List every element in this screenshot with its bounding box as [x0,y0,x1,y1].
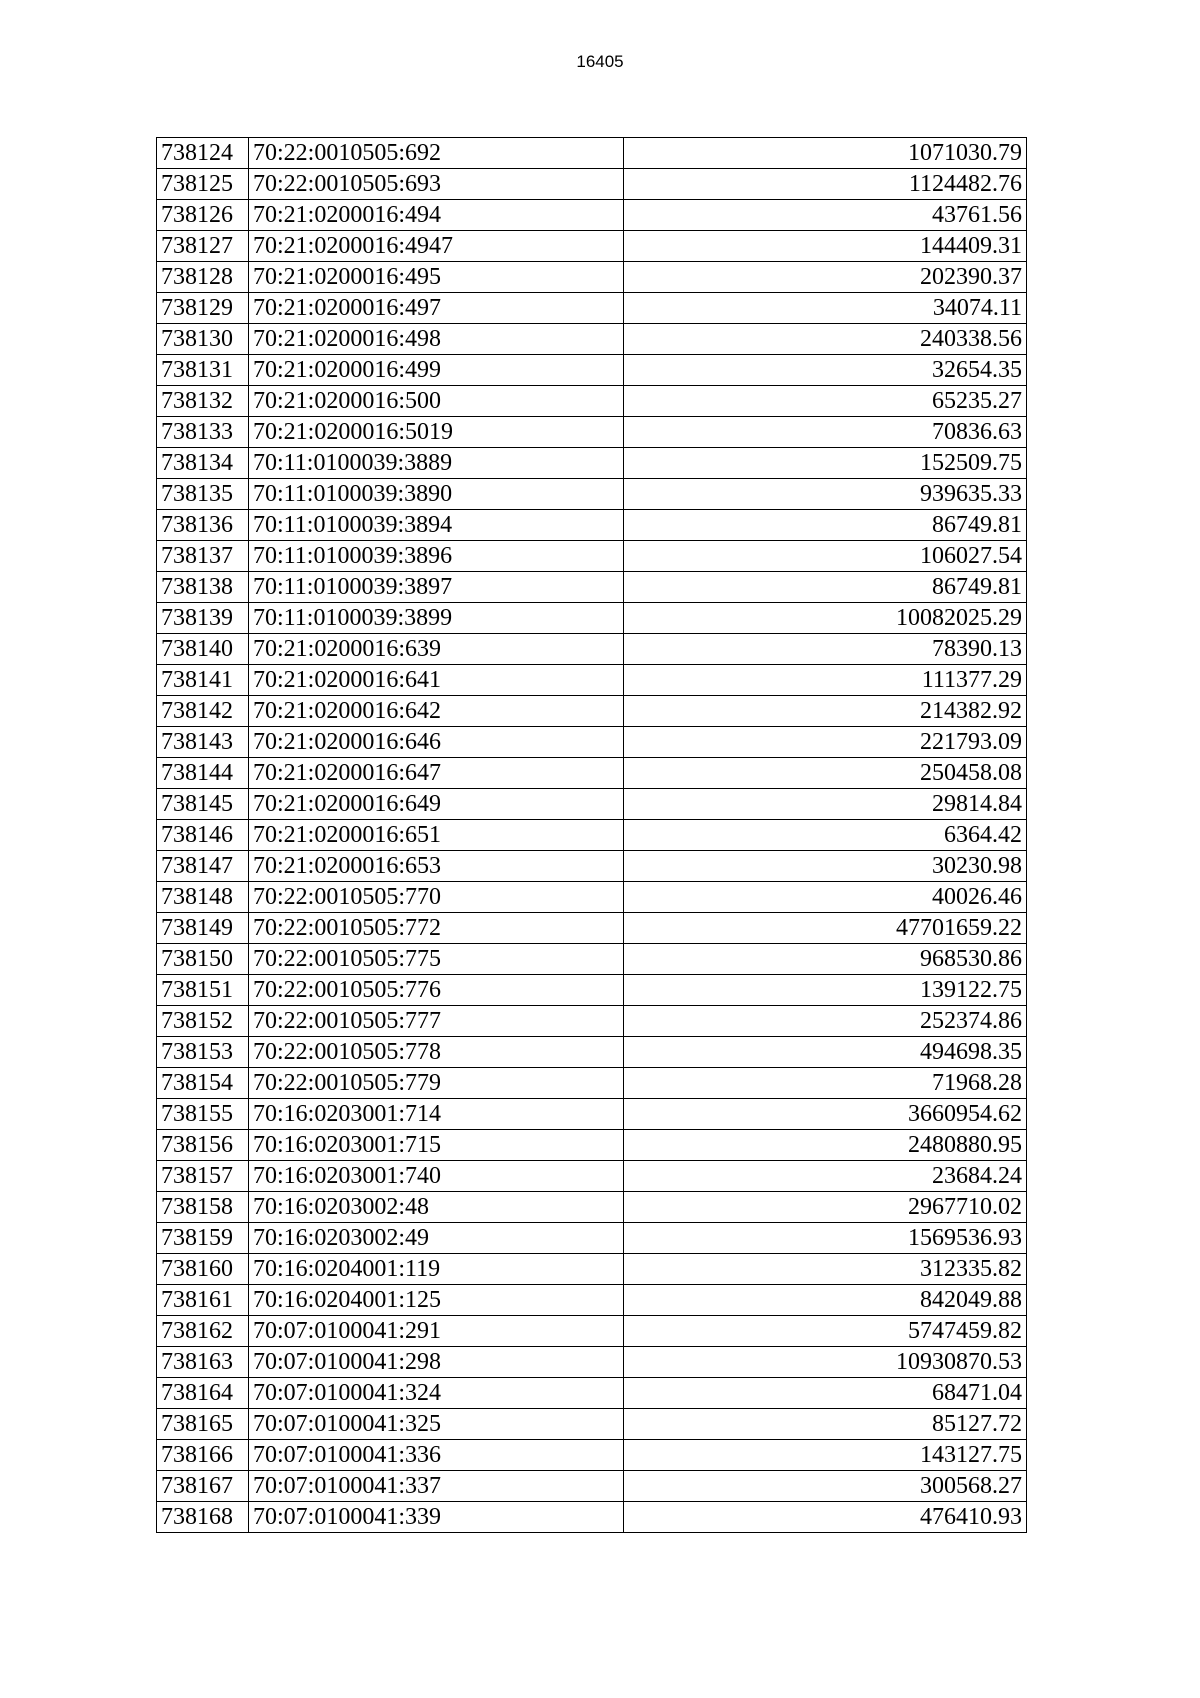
row-number-cell: 738129 [157,293,249,324]
table-row [157,1316,1027,1347]
row-number-cell: 738145 [157,789,249,820]
row-number-cell: 738148 [157,882,249,913]
row-number-cell: 738150 [157,944,249,975]
row-number-cell: 738167 [157,1471,249,1502]
row-number-cell: 738135 [157,479,249,510]
cadastral-value-cell: 152509.75 [624,448,1027,479]
row-number-cell: 738157 [157,1161,249,1192]
table-row [157,1409,1027,1440]
table-row [157,1440,1027,1471]
cadastral-value-cell: 252374.86 [624,1006,1027,1037]
cadastral-number-cell: 70:21:0200016:4947 [249,231,624,262]
table-row [157,1099,1027,1130]
row-number-cell: 738126 [157,200,249,231]
cadastral-number-cell: 70:11:0100039:3897 [249,572,624,603]
row-number-cell: 738125 [157,169,249,200]
cadastral-number-cell: 70:11:0100039:3896 [249,541,624,572]
cadastral-number-cell: 70:22:0010505:777 [249,1006,624,1037]
row-number-cell: 738140 [157,634,249,665]
table-row [157,1285,1027,1316]
table-row [157,572,1027,603]
cadastral-number-cell: 70:21:0200016:646 [249,727,624,758]
table-row [157,727,1027,758]
table-row [157,386,1027,417]
table-row [157,231,1027,262]
row-number-cell: 738146 [157,820,249,851]
cadastral-value-cell: 202390.37 [624,262,1027,293]
cadastral-number-cell: 70:22:0010505:775 [249,944,624,975]
cadastral-value-cell: 111377.29 [624,665,1027,696]
cadastral-number-cell: 70:07:0100041:336 [249,1440,624,1471]
cadastral-value-cell: 43761.56 [624,200,1027,231]
row-number-cell: 738124 [157,138,249,169]
table-row [157,882,1027,913]
cadastral-number-cell: 70:07:0100041:298 [249,1347,624,1378]
table-row [157,541,1027,572]
cadastral-value-cell: 476410.93 [624,1502,1027,1533]
row-number-cell: 738153 [157,1037,249,1068]
cadastral-value-cell: 34074.11 [624,293,1027,324]
cadastral-value-cell: 842049.88 [624,1285,1027,1316]
cadastral-number-cell: 70:16:0203001:740 [249,1161,624,1192]
row-number-cell: 738154 [157,1068,249,1099]
cadastral-number-cell: 70:22:0010505:692 [249,138,624,169]
cadastral-number-cell: 70:21:0200016:497 [249,293,624,324]
cadastral-number-cell: 70:21:0200016:498 [249,324,624,355]
table-row [157,355,1027,386]
cadastral-value-cell: 1071030.79 [624,138,1027,169]
cadastral-number-cell: 70:21:0200016:495 [249,262,624,293]
row-number-cell: 738141 [157,665,249,696]
cadastral-number-cell: 70:07:0100041:325 [249,1409,624,1440]
cadastral-value-cell: 30230.98 [624,851,1027,882]
table-row [157,479,1027,510]
row-number-cell: 738161 [157,1285,249,1316]
cadastral-number-cell: 70:22:0010505:693 [249,169,624,200]
row-number-cell: 738143 [157,727,249,758]
table-row [157,262,1027,293]
cadastral-value-cell: 70836.63 [624,417,1027,448]
cadastral-number-cell: 70:21:0200016:494 [249,200,624,231]
cadastral-value-cell: 5747459.82 [624,1316,1027,1347]
row-number-cell: 738151 [157,975,249,1006]
table-row [157,1161,1027,1192]
cadastral-value-cell: 494698.35 [624,1037,1027,1068]
cadastral-number-cell: 70:22:0010505:778 [249,1037,624,1068]
row-number-cell: 738136 [157,510,249,541]
cadastral-number-cell: 70:16:0204001:125 [249,1285,624,1316]
table-row [157,293,1027,324]
cadastral-value-cell: 1569536.93 [624,1223,1027,1254]
row-number-cell: 738159 [157,1223,249,1254]
table-row [157,510,1027,541]
cadastral-value-cell: 86749.81 [624,510,1027,541]
cadastral-number-cell: 70:11:0100039:3889 [249,448,624,479]
row-number-cell: 738166 [157,1440,249,1471]
cadastral-number-cell: 70:16:0203001:715 [249,1130,624,1161]
row-number-cell: 738131 [157,355,249,386]
table-row [157,1192,1027,1223]
row-number-cell: 738147 [157,851,249,882]
table-row [157,975,1027,1006]
row-number-cell: 738164 [157,1378,249,1409]
row-number-cell: 738128 [157,262,249,293]
table-row [157,1130,1027,1161]
row-number-cell: 738152 [157,1006,249,1037]
cadastral-number-cell: 70:07:0100041:324 [249,1378,624,1409]
cadastral-number-cell: 70:07:0100041:291 [249,1316,624,1347]
cadastral-value-cell: 86749.81 [624,572,1027,603]
table-row [157,324,1027,355]
row-number-cell: 738132 [157,386,249,417]
row-number-cell: 738149 [157,913,249,944]
cadastral-value-cell: 939635.33 [624,479,1027,510]
table-row [157,789,1027,820]
cadastral-number-cell: 70:22:0010505:772 [249,913,624,944]
table-row [157,913,1027,944]
cadastral-number-cell: 70:21:0200016:5019 [249,417,624,448]
table-row [157,138,1027,169]
cadastral-value-cell: 29814.84 [624,789,1027,820]
cadastral-number-cell: 70:21:0200016:641 [249,665,624,696]
row-number-cell: 738168 [157,1502,249,1533]
cadastral-number-cell: 70:21:0200016:642 [249,696,624,727]
row-number-cell: 738156 [157,1130,249,1161]
cadastral-value-cell: 240338.56 [624,324,1027,355]
table-row [157,820,1027,851]
cadastral-number-cell: 70:16:0203002:48 [249,1192,624,1223]
cadastral-number-cell: 70:22:0010505:776 [249,975,624,1006]
table-row [157,1502,1027,1533]
cadastral-value-cell: 47701659.22 [624,913,1027,944]
cadastral-number-cell: 70:11:0100039:3899 [249,603,624,634]
cadastral-value-cell: 144409.31 [624,231,1027,262]
table-row [157,1378,1027,1409]
cadastral-value-cell: 143127.75 [624,1440,1027,1471]
row-number-cell: 738133 [157,417,249,448]
cadastral-number-cell: 70:16:0204001:119 [249,1254,624,1285]
row-number-cell: 738158 [157,1192,249,1223]
cadastral-number-cell: 70:16:0203001:714 [249,1099,624,1130]
cadastral-number-cell: 70:21:0200016:653 [249,851,624,882]
cadastral-value-table [156,137,1027,1533]
row-number-cell: 738160 [157,1254,249,1285]
table-row [157,1223,1027,1254]
row-number-cell: 738144 [157,758,249,789]
table-row [157,1068,1027,1099]
cadastral-value-cell: 312335.82 [624,1254,1027,1285]
cadastral-value-cell: 2480880.95 [624,1130,1027,1161]
row-number-cell: 738127 [157,231,249,262]
row-number-cell: 738138 [157,572,249,603]
cadastral-value-cell: 85127.72 [624,1409,1027,1440]
table-row [157,1037,1027,1068]
cadastral-number-cell: 70:07:0100041:337 [249,1471,624,1502]
cadastral-number-cell: 70:16:0203002:49 [249,1223,624,1254]
cadastral-value-cell: 68471.04 [624,1378,1027,1409]
cadastral-value-cell: 106027.54 [624,541,1027,572]
row-number-cell: 738163 [157,1347,249,1378]
cadastral-number-cell: 70:07:0100041:339 [249,1502,624,1533]
row-number-cell: 738134 [157,448,249,479]
row-number-cell: 738142 [157,696,249,727]
table-row [157,634,1027,665]
cadastral-number-cell: 70:11:0100039:3890 [249,479,624,510]
row-number-cell: 738165 [157,1409,249,1440]
table-row [157,1347,1027,1378]
table-body [157,138,1027,1533]
cadastral-number-cell: 70:11:0100039:3894 [249,510,624,541]
cadastral-value-cell: 6364.42 [624,820,1027,851]
row-number-cell: 738162 [157,1316,249,1347]
table-row [157,169,1027,200]
cadastral-number-cell: 70:21:0200016:500 [249,386,624,417]
cadastral-value-cell: 1124482.76 [624,169,1027,200]
table-row [157,1006,1027,1037]
cadastral-number-cell: 70:21:0200016:647 [249,758,624,789]
cadastral-number-cell: 70:21:0200016:499 [249,355,624,386]
cadastral-value-cell: 250458.08 [624,758,1027,789]
table-row [157,448,1027,479]
table-row [157,1471,1027,1502]
cadastral-value-cell: 3660954.62 [624,1099,1027,1130]
cadastral-value-cell: 40026.46 [624,882,1027,913]
row-number-cell: 738137 [157,541,249,572]
cadastral-number-cell: 70:21:0200016:649 [249,789,624,820]
row-number-cell: 738139 [157,603,249,634]
table-row [157,851,1027,882]
cadastral-value-cell: 10930870.53 [624,1347,1027,1378]
cadastral-value-cell: 968530.86 [624,944,1027,975]
cadastral-number-cell: 70:22:0010505:770 [249,882,624,913]
table-row [157,665,1027,696]
cadastral-value-cell: 71968.28 [624,1068,1027,1099]
cadastral-value-cell: 300568.27 [624,1471,1027,1502]
page-number: 16405 [576,52,624,71]
row-number-cell: 738130 [157,324,249,355]
cadastral-number-cell: 70:21:0200016:651 [249,820,624,851]
table-row [157,944,1027,975]
cadastral-value-cell: 214382.92 [624,696,1027,727]
cadastral-value-cell: 221793.09 [624,727,1027,758]
cadastral-number-cell: 70:22:0010505:779 [249,1068,624,1099]
cadastral-value-cell: 65235.27 [624,386,1027,417]
table-row [157,200,1027,231]
cadastral-value-cell: 78390.13 [624,634,1027,665]
cadastral-value-cell: 32654.35 [624,355,1027,386]
table-row [157,696,1027,727]
cadastral-value-cell: 23684.24 [624,1161,1027,1192]
cadastral-number-cell: 70:21:0200016:639 [249,634,624,665]
table-row [157,1254,1027,1285]
cadastral-value-cell: 2967710.02 [624,1192,1027,1223]
table-row [157,417,1027,448]
cadastral-value-cell: 10082025.29 [624,603,1027,634]
row-number-cell: 738155 [157,1099,249,1130]
table-row [157,758,1027,789]
table-row [157,603,1027,634]
cadastral-value-cell: 139122.75 [624,975,1027,1006]
